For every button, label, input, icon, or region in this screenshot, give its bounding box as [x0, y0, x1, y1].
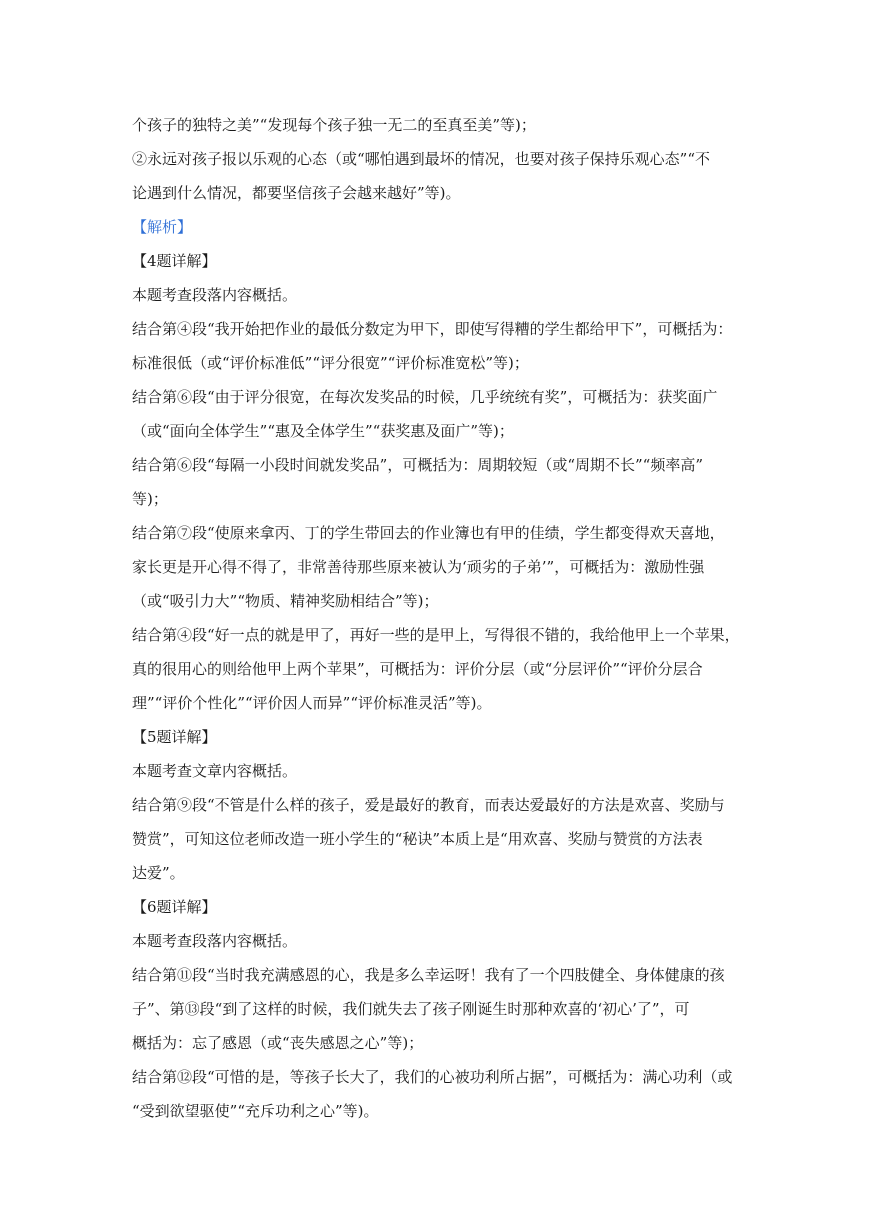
q5-heading: 【5题详解】	[132, 728, 217, 746]
q4-point-2: 结合第⑥段“由于评分很宽，在每次发奖品的时候，几乎统统有奖”，可概括为：获奖面广	[132, 388, 718, 406]
q5-point-1-cont: 赞赏”，可知这位老师改造一班小学生的“秘诀”本质上是“用欢喜、奖励与赞赏的方法表	[132, 830, 703, 848]
q6-point-2-cont: “受到欲望驱使”“充斥功利之心”等)。	[132, 1102, 379, 1120]
q4-point-5-cont2: 理”“评价个性化”“评价因人而异”“评价标准灵活”等)。	[132, 694, 492, 712]
q6-point-1-cont: 子”、第⑬段“到了这样的时候，我们就失去了孩子刚诞生时那种欢喜的‘初心’了”，可	[132, 1000, 690, 1018]
q4-point-1: 结合第④段“我开始把作业的最低分数定为甲下，即使写得糟的学生都给甲下”，可概括为：	[132, 320, 733, 338]
q4-point-4-cont2: （或“吸引力大”“物质、精神奖励相结合”等)；	[132, 592, 439, 610]
answer-line-1: 个孩子的独特之美”“发现每个孩子独一无二的至真至美”等)；	[132, 116, 536, 134]
answer-point-2-cont: 论遇到什么情况，都要坚信孩子会越来越好”等)。	[132, 184, 461, 202]
q6-point-1: 结合第⑪段“当时我充满感恩的心，我是多么幸运呀！我有了一个四肢健全、身体健康的孩	[132, 966, 725, 984]
q5-point-1: 结合第⑨段“不管是什么样的孩子，爱是最好的教育，而表达爱最好的方法是欢喜、奖励与	[132, 796, 725, 814]
q4-intro: 本题考查段落内容概括。	[132, 286, 298, 304]
q6-intro: 本题考查段落内容概括。	[132, 932, 298, 950]
q4-point-5-cont: 真的很用心的则给他甲上两个苹果”，可概括为：评价分层（或“分层评价”“评价分层合	[132, 660, 703, 678]
q4-point-1-cont: 标准很低（或“评价标准低”“评分很宽”“评价标准宽松”等)；	[132, 354, 529, 372]
q4-point-3-cont: 等)；	[132, 490, 168, 508]
document-body	[132, 108, 742, 1128]
q4-point-2-cont: （或“面向全体学生”“惠及全体学生”“获奖惠及面广”等)；	[132, 422, 514, 440]
q6-point-2: 结合第⑫段“可惜的是，等孩子长大了，我们的心被功利所占据”，可概括为：满心功利（或	[132, 1068, 733, 1086]
q5-intro: 本题考查文章内容概括。	[132, 762, 298, 780]
q6-point-1-cont2: 概括为：忘了感恩（或“丧失感恩之心”等)；	[132, 1034, 424, 1052]
q5-point-1-cont2: 达爱”。	[132, 864, 185, 882]
analysis-label: 【解析】	[132, 218, 193, 236]
q4-point-3: 结合第⑥段“每隔一小段时间就发奖品”，可概括为：周期较短（或“周期不长”“频率高”	[132, 456, 704, 474]
q4-point-4: 结合第⑦段“使原来拿丙、丁的学生带回去的作业簿也有甲的佳绩，学生都变得欢天喜地，	[132, 524, 725, 542]
q4-heading: 【4题详解】	[132, 252, 217, 270]
q4-point-4-cont: 家长更是开心得不得了，非常善待那些原来被认为‘顽劣的子弟’”，可概括为：激励性强	[132, 558, 705, 576]
answer-point-2: ②永远对孩子报以乐观的心态（或“哪怕遇到最坏的情况，也要对孩子保持乐观心态”“不	[132, 150, 711, 168]
q4-point-5: 结合第④段“好一点的就是甲了，再好一些的是甲上，写得很不错的，我给他甲上一个苹果，	[132, 626, 740, 644]
q6-heading: 【6题详解】	[132, 898, 217, 916]
